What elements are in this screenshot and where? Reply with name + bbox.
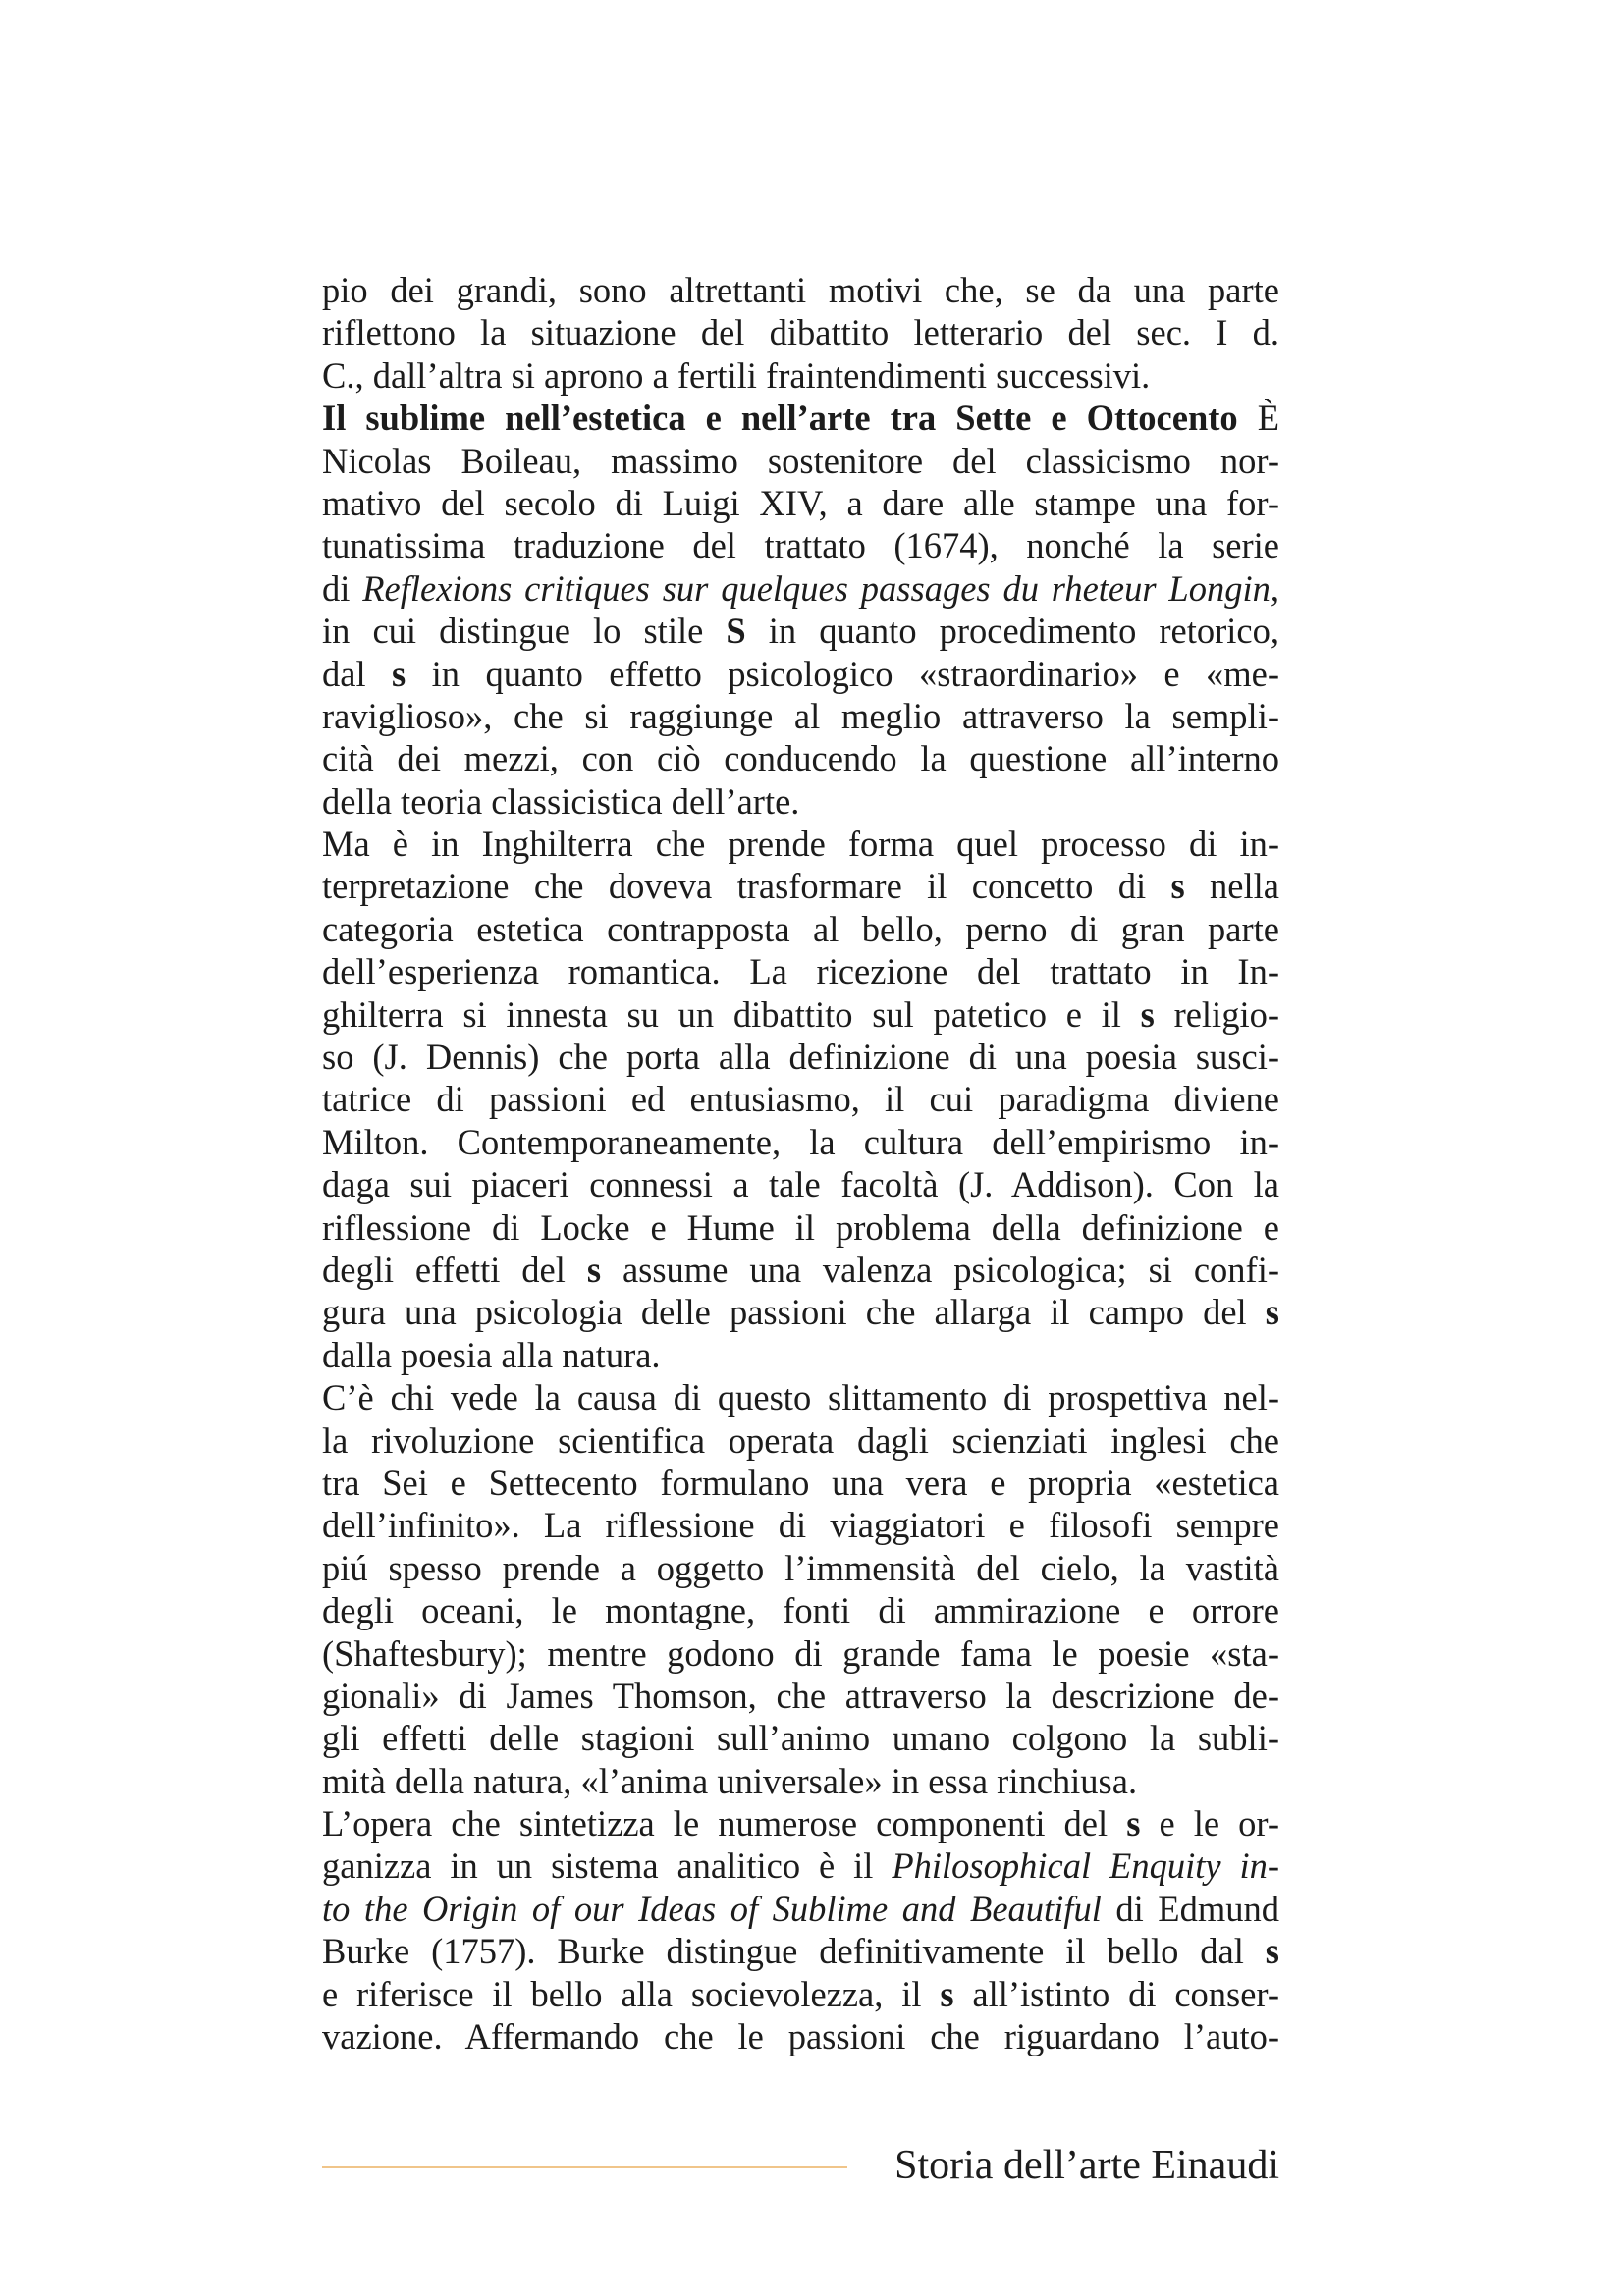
paragraph xyxy=(322,1376,1279,1802)
text-line xyxy=(322,823,1279,865)
footer-title: Storia dell’arte Einaudi xyxy=(894,2143,1279,2188)
text-run: tatrice di passioni ed entusiasmo, il cui paradigma diviene xyxy=(322,1079,1279,1120)
text-line xyxy=(322,440,1279,482)
text-line xyxy=(322,1291,1279,1333)
text-line xyxy=(322,780,1279,823)
text-run: la rivoluzione scientifica operata dagli scienziati inglesi che xyxy=(322,1419,1279,1461)
text-run: gli effetti delle stagioni sull’animo umano colgono la subli- xyxy=(322,1718,1279,1759)
text-run: all’istinto di conser- xyxy=(953,1973,1280,2014)
text-run: gionali» di James Thomson, che attraverso la descrizione de- xyxy=(322,1675,1279,1716)
text-line xyxy=(322,567,1279,610)
text-run: nella xyxy=(1184,866,1279,907)
text-line xyxy=(322,1717,1279,1759)
text-run: daga sui piaceri connessi a tale facoltà (J. Addison). Con la xyxy=(322,1164,1279,1205)
text-line xyxy=(322,269,1279,311)
text-run: in quanto procedimento retorico, xyxy=(745,611,1280,652)
text-line xyxy=(322,1078,1279,1120)
bold-run: s xyxy=(1140,993,1155,1035)
bold-run: s xyxy=(1265,1931,1279,1972)
text-run: C’è chi vede la causa di questo slittamento di prospettiva nel- xyxy=(322,1377,1279,1418)
text-run: assume una valenza psicologica; si confi- xyxy=(601,1249,1279,1290)
text-line xyxy=(322,1888,1279,1930)
text-run: degli oceani, le montagne, fonti di ammirazione e orrore xyxy=(322,1590,1279,1631)
text-run: ganizza in un sistema analitico è il xyxy=(322,1845,893,1887)
text-run: di Edmund xyxy=(1101,1888,1279,1929)
text-line xyxy=(322,950,1279,992)
text-line xyxy=(322,1589,1279,1631)
text-run: mativo del secolo di Luigi XIV, a dare alle stampe una for- xyxy=(322,482,1279,523)
text-line xyxy=(322,2015,1279,2057)
page-body xyxy=(322,269,1279,2057)
bold-run: s xyxy=(940,1973,954,2014)
text-run: ghilterra si innesta su un dibattito sul patetico e il xyxy=(322,993,1141,1035)
text-run: Burke (1757). Burke distingue definitivamente il bello dal xyxy=(322,1931,1266,1972)
text-line xyxy=(322,610,1279,652)
text-run: dell’infinito». La riflessione di viaggiatori e filosofi sempre xyxy=(322,1505,1279,1546)
text-run: riflessione di Locke e Hume il problema della definizione e xyxy=(322,1206,1279,1248)
text-line xyxy=(322,993,1279,1036)
italic-run: Philosophical Enquity in- xyxy=(892,1845,1280,1887)
text-run: e le or- xyxy=(1140,1803,1279,1844)
paragraph xyxy=(322,269,1279,397)
text-run: degli effetti del xyxy=(322,1249,587,1290)
bold-run: s xyxy=(1265,1292,1279,1333)
text-run: gura una psicologia delle passioni che allarga il campo del xyxy=(322,1292,1266,1333)
text-run: L’opera che sintetizza le numerose componenti del xyxy=(322,1803,1127,1844)
text-line xyxy=(322,1547,1279,1589)
text-run: so (J. Dennis) che porta alla definizione di una poesia susci- xyxy=(322,1037,1279,1078)
bold-run: Il sublime nell’estetica e nell’arte tra Sette e Ottocento xyxy=(322,398,1238,439)
text-run: C., dall’altra si aprono a fertili fraintendimenti successivi. xyxy=(322,354,1151,396)
text-line xyxy=(322,311,1279,353)
text-run: È xyxy=(1237,398,1279,439)
text-run: religio- xyxy=(1154,993,1279,1035)
text-run: vazione. Affermando che le passioni che riguardano l’auto- xyxy=(322,2016,1279,2057)
text-line xyxy=(322,397,1279,439)
text-line xyxy=(322,1675,1279,1717)
text-run: riflettono la situazione del dibattito letterario del sec. I d. xyxy=(322,312,1279,353)
text-line xyxy=(322,482,1279,524)
bold-run: s xyxy=(392,653,406,694)
text-run: Ma è in Inghilterra che prende forma quel processo di in- xyxy=(322,824,1279,865)
text-line xyxy=(322,354,1279,397)
paragraph xyxy=(322,1802,1279,2057)
text-run: pio dei grandi, sono altrettanti motivi che, se da una parte xyxy=(322,270,1279,310)
text-run: in quanto effetto psicologico «straordinario» e «me- xyxy=(406,653,1279,694)
text-run: piú spesso prende a oggetto l’immensità del cielo, la vastità xyxy=(322,1547,1279,1588)
text-run: tra Sei e Settecento formulano una vera e propria «estetica xyxy=(322,1462,1279,1503)
text-line xyxy=(322,1632,1279,1675)
text-line xyxy=(322,1206,1279,1249)
text-run: della teoria classicistica dell’arte. xyxy=(322,780,800,822)
bold-run: s xyxy=(586,1249,602,1290)
italic-run: to the Origin of our Ideas of Sublime and Beautiful xyxy=(322,1888,1102,1929)
text-line xyxy=(322,1802,1279,1844)
text-run: dal xyxy=(322,653,393,694)
text-run: in cui distingue lo stile xyxy=(322,611,727,652)
text-line xyxy=(322,1121,1279,1163)
paragraph xyxy=(322,397,1279,823)
paragraph xyxy=(322,823,1279,1376)
text-line xyxy=(322,653,1279,695)
text-line xyxy=(322,1419,1279,1462)
text-run: categoria estetica contrapposta al bello, perno di gran parte xyxy=(322,908,1279,949)
text-line xyxy=(322,1462,1279,1504)
text-line xyxy=(322,1036,1279,1078)
text-run: dell’esperienza romantica. La ricezione del trattato in In- xyxy=(322,951,1279,992)
bold-run: S xyxy=(726,611,746,652)
text-line xyxy=(322,1163,1279,1205)
text-run: e riferisce il bello alla socievolezza, il xyxy=(322,1973,941,2014)
text-line xyxy=(322,1973,1279,2015)
text-line xyxy=(322,1930,1279,1972)
text-run: terpretazione che doveva trasformare il concetto di xyxy=(322,866,1171,907)
text-line xyxy=(322,737,1279,779)
text-line xyxy=(322,524,1279,566)
text-run: di xyxy=(322,567,363,609)
text-run: , xyxy=(1270,567,1279,609)
text-run: mità della natura, «l’anima universale» in essa rinchiusa. xyxy=(322,1760,1138,1801)
text-run: raviglioso», che si raggiunge al meglio attraverso la sempli- xyxy=(322,695,1279,736)
italic-run: Reflexions critiques sur quelques passages du rheteur Longin xyxy=(362,567,1271,609)
text-run: Nicolas Boileau, massimo sostenitore del classicismo nor- xyxy=(322,440,1279,481)
text-run: tunatissima traduzione del trattato (1674), nonché la serie xyxy=(322,525,1279,566)
text-run: (Shaftesbury); mentre godono di grande fama le poesie «sta- xyxy=(322,1632,1279,1674)
text-line xyxy=(322,865,1279,907)
text-run: Milton. Contemporaneamente, la cultura dell’empirismo in- xyxy=(322,1121,1279,1162)
text-line xyxy=(322,1504,1279,1546)
bold-run: s xyxy=(1170,866,1185,907)
text-line xyxy=(322,1376,1279,1418)
text-line xyxy=(322,1249,1279,1291)
text-line xyxy=(322,695,1279,737)
text-line xyxy=(322,908,1279,950)
bold-run: s xyxy=(1126,1803,1141,1844)
footer-rule xyxy=(322,2166,847,2168)
text-line xyxy=(322,1334,1279,1376)
text-line xyxy=(322,1760,1279,1802)
text-line xyxy=(322,1844,1279,1887)
text-run: dalla poesia alla natura. xyxy=(322,1334,661,1375)
text-run: cità dei mezzi, con ciò conducendo la questione all’interno xyxy=(322,738,1279,779)
